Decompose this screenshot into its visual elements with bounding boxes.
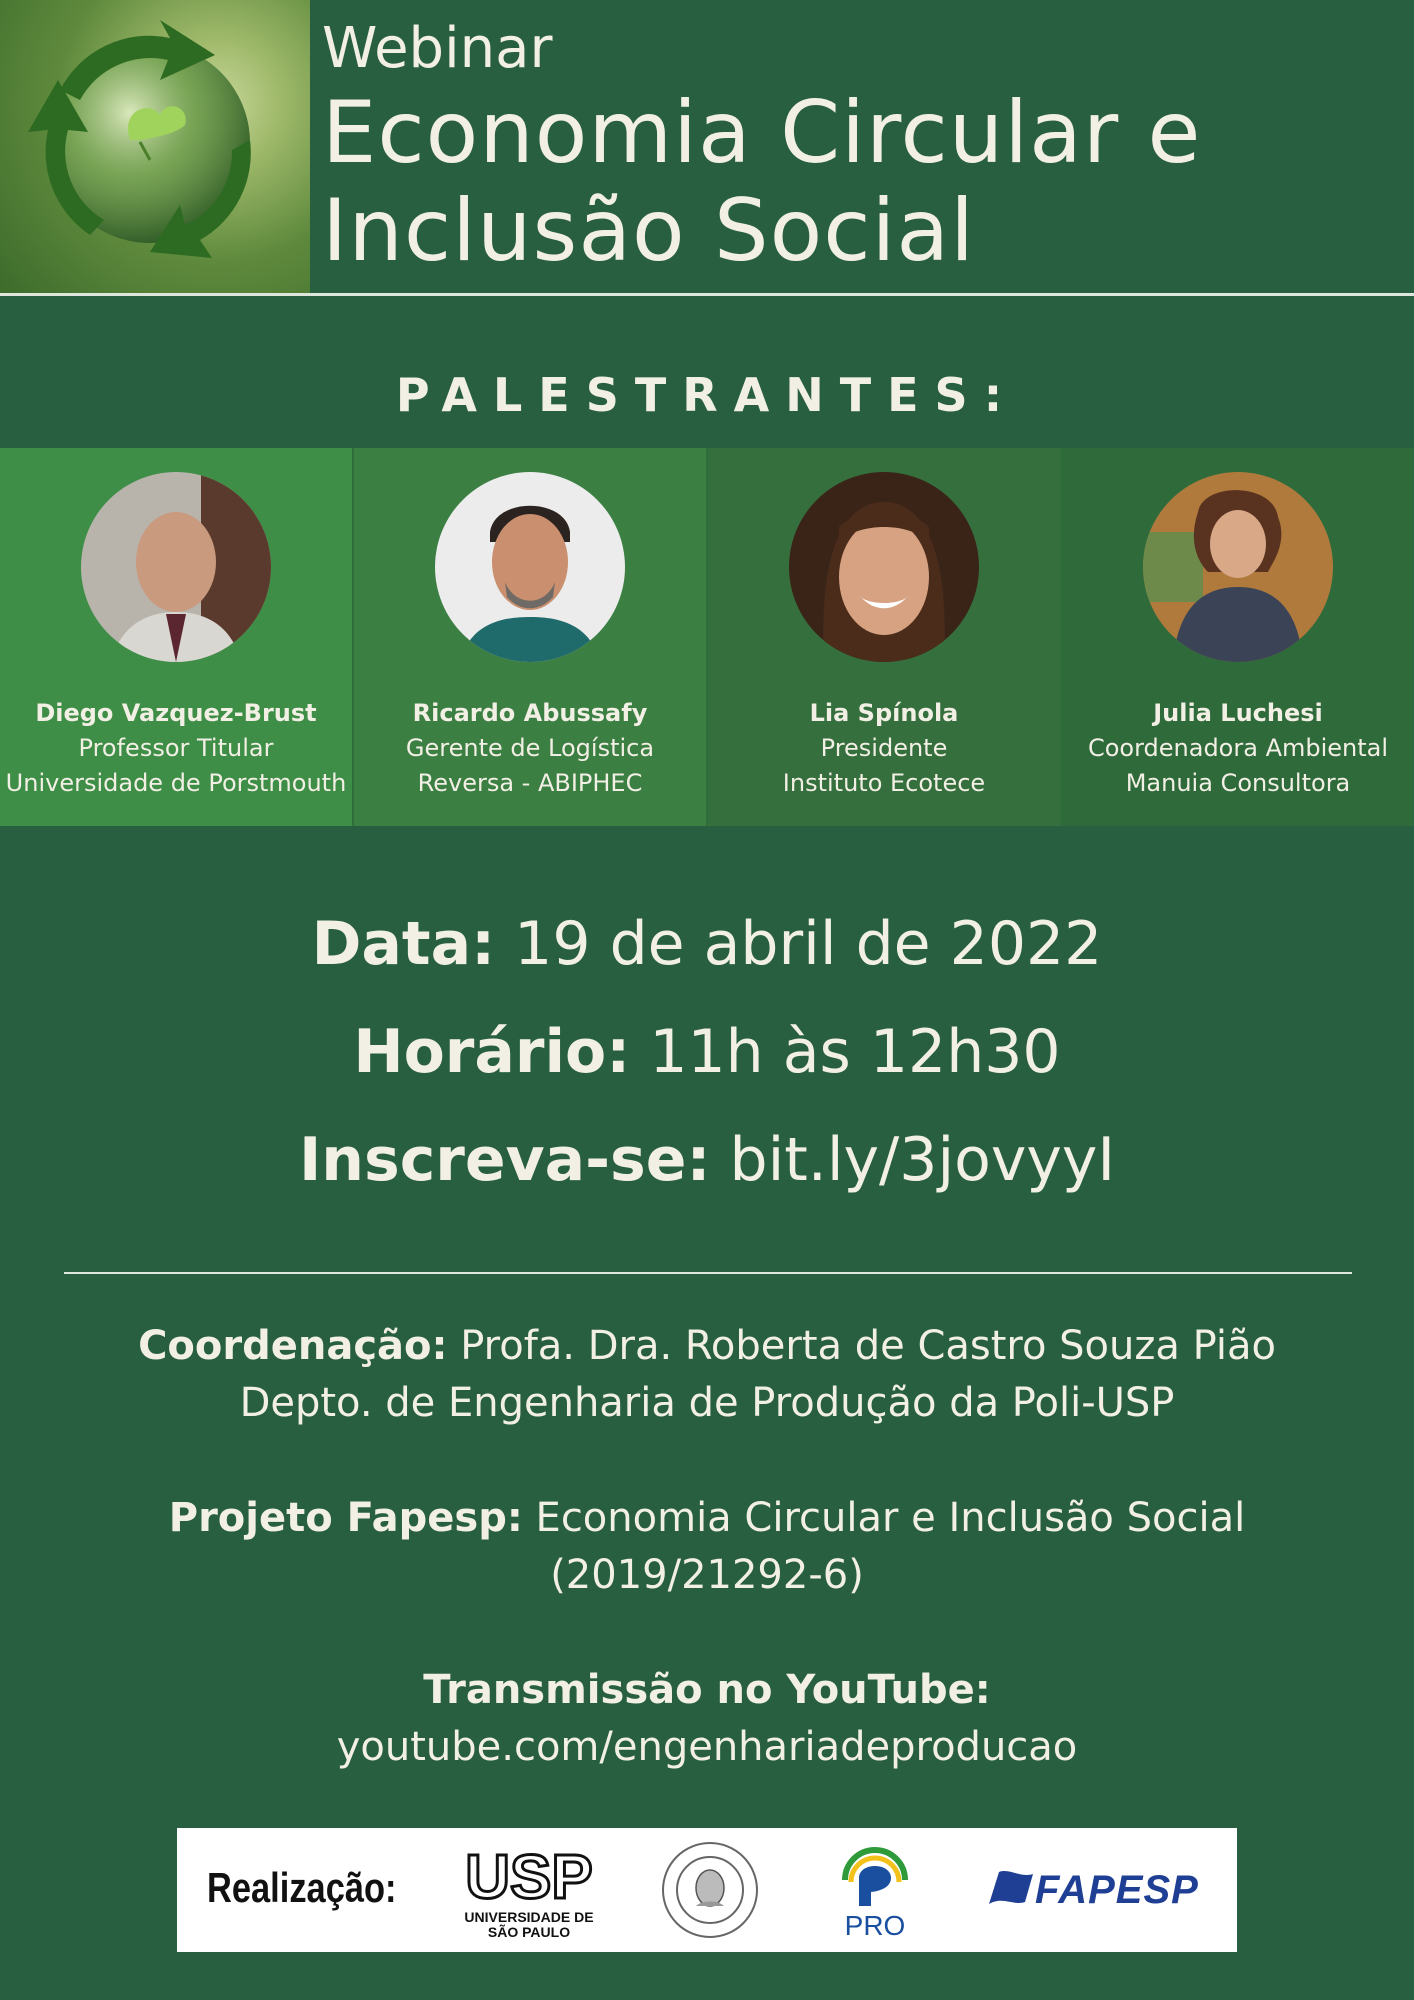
speaker-affiliation: Instituto Ecotece [782,769,986,797]
avatar [81,472,271,662]
signup-link[interactable]: bit.ly/3jovyyI [710,1125,1116,1195]
fapesp-logo [985,1866,1205,1916]
speaker-name: Ricardo Abussafy [412,699,648,727]
poli-seal-logo [660,1840,760,1940]
coordination-department: Depto. de Engenharia de Produção da Poli-USP [239,1380,1175,1426]
speaker-name: Lia Spínola [809,699,959,727]
header-banner [0,0,1414,293]
time-line [0,1008,1414,1116]
speaker-card [352,448,706,826]
svg-text:USP: USP [465,1846,593,1906]
title-line-2: Inclusão Social [322,181,975,281]
sponsors-bar [177,1828,1237,1952]
coordination-line [0,1318,1414,1375]
usp-logo [459,1846,599,1938]
date-label: Data: [311,909,496,979]
pro-logo [837,1840,913,1944]
speaker-role: Presidente [820,734,948,762]
youtube-label: Transmissão no YouTube: [423,1667,991,1713]
realizacao-label: Realização: [207,1864,397,1911]
date-value: 19 de abril de 2022 [495,909,1103,979]
youtube-link[interactable]: youtube.com/engenhariadeproducao [336,1724,1078,1770]
speaker-card [0,448,352,826]
usp-logo-line2: SÃO PAULO [487,1924,571,1940]
info-block [0,1318,1414,1776]
speaker-name: Diego Vazquez-Brust [35,699,317,727]
usp-logo-line1: UNIVERSIDADE DE [464,1909,594,1925]
coordination-label: Coordenação: [138,1323,448,1369]
date-line [0,900,1414,1008]
avatar [1143,472,1333,662]
avatar [435,472,625,662]
speaker-card [706,448,1060,826]
speaker-card [1060,448,1414,826]
project-line [0,1490,1414,1547]
fapesp-logo-label: FAPESP [1035,1868,1199,1912]
speaker-role: Gerente de Logística [405,734,655,762]
pro-logo-label: PRO [844,1910,906,1941]
speaker-role: Coordenadora Ambiental [1087,734,1389,762]
recycling-globe-image [0,0,310,293]
header-divider [0,293,1414,296]
signup-label: Inscreva-se: [298,1125,711,1195]
speaker-name: Julia Luchesi [1153,699,1323,727]
webinar-kicker: Webinar [322,16,553,81]
speakers-row [0,448,1414,826]
project-number: (2019/21292-6) [550,1552,864,1598]
signup-line [0,1116,1414,1224]
speaker-affiliation: Reversa - ABIPHEC [417,769,643,797]
avatar [789,472,979,662]
speaker-affiliation: Universidade de Porstmouth [5,769,347,797]
title-line-1: Economia Circular e [322,83,1202,183]
speakers-heading: PALESTRANTES: [395,368,1019,422]
coordination-value: Profa. Dra. Roberta de Castro Souza Pião [447,1323,1276,1369]
speaker-affiliation: Manuia Consultora [1125,769,1351,797]
time-value: 11h às 12h30 [630,1017,1061,1087]
project-label: Projeto Fapesp: [168,1495,523,1541]
event-details [0,900,1414,1224]
speaker-role: Professor Titular [78,734,274,762]
section-divider [64,1272,1352,1274]
project-value: Economia Circular e Inclusão Social [522,1495,1246,1541]
time-label: Horário: [353,1017,631,1087]
